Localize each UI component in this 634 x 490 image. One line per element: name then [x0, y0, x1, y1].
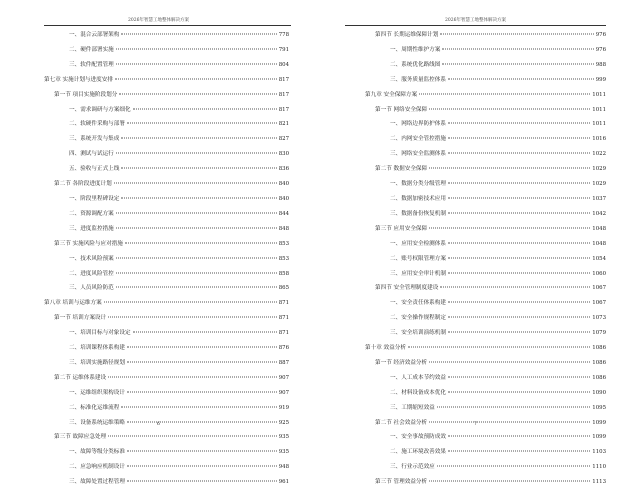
toc-entry[interactable]: [44, 58, 289, 73]
toc-entry[interactable]: [44, 445, 289, 460]
dot-leader: [116, 153, 277, 154]
toc-entry-page: 830: [278, 151, 289, 158]
dot-leader: [116, 48, 277, 49]
toc-entry[interactable]: [365, 177, 606, 192]
toc-entry-title: 一、故障等级分类标准: [69, 449, 125, 456]
toc-entry[interactable]: [365, 296, 606, 311]
toc-entry-title: 一、阶段里程碑设定: [69, 195, 120, 202]
dot-leader: [448, 436, 590, 437]
dot-leader: [448, 242, 590, 243]
toc-entry[interactable]: [44, 267, 289, 282]
toc-entry-title: 一、应用安全检测体系: [390, 240, 446, 247]
toc-entry[interactable]: [44, 28, 289, 43]
toc-entry-title: 三、数据备份恢复机制: [390, 210, 446, 217]
toc-entry[interactable]: [365, 237, 606, 252]
dot-leader: [448, 257, 590, 258]
dot-leader: [448, 376, 590, 377]
toc-entry-page: 844: [278, 210, 289, 217]
toc-entry-title: 第三节 实施风险与应对措施: [54, 240, 123, 247]
toc-entry-title: 第八章 培训与运维方案: [44, 300, 102, 307]
toc-entry-page: 1086: [592, 345, 606, 352]
dot-leader: [121, 168, 276, 169]
toc-entry[interactable]: [365, 267, 606, 282]
toc-entry-title: 第二节 运维体系建设: [54, 374, 107, 381]
toc-entry[interactable]: [365, 192, 606, 207]
toc-entry-title: 三、设备系统运维策略: [69, 419, 125, 426]
dot-leader: [116, 227, 277, 228]
dot-leader: [108, 436, 277, 437]
toc-entry-title: 三、系统开发与集成: [69, 136, 120, 143]
toc-entry-title: 一、安全事故预防成效: [390, 434, 446, 441]
toc-entry-title: 三、网络安全监测体系: [390, 151, 446, 158]
toc-entry-page: 1103: [592, 449, 606, 456]
toc-entry-page: 817: [278, 91, 289, 98]
toc-entry[interactable]: [365, 28, 606, 43]
toc-entry-page: 865: [278, 285, 289, 292]
toc-entry-page: 1079: [592, 330, 606, 337]
toc-entry[interactable]: [44, 475, 289, 490]
toc-entry-title: 二、内网安全管控措施: [390, 136, 446, 143]
toc-entry[interactable]: [365, 326, 606, 341]
toc-entry[interactable]: [44, 430, 289, 445]
toc-entry-page: 925: [278, 419, 289, 426]
toc-entry-title: 第三节 故障应急处理: [54, 434, 107, 441]
dot-leader: [448, 78, 594, 79]
toc-entry[interactable]: [365, 386, 606, 401]
toc-entry[interactable]: [44, 43, 289, 58]
toc-entry[interactable]: [365, 162, 606, 177]
toc-entry-page: 948: [278, 464, 289, 471]
toc-entry-page: 778: [278, 32, 289, 38]
toc-entry-page: 1048: [592, 240, 606, 247]
dot-leader: [440, 34, 593, 35]
toc-entry-title: 二、应急响应机制设计: [69, 464, 125, 471]
toc-entry-page: 935: [278, 449, 289, 456]
toc-entry[interactable]: [365, 147, 606, 162]
dot-leader: [448, 183, 590, 184]
toc-entry-page: 1073: [592, 315, 606, 322]
page-header: 2026年智慧工地整体解决方案: [128, 18, 189, 23]
toc-entry-page: 836: [278, 166, 289, 173]
toc-entry-title: 三、安全培训演练机制: [390, 330, 446, 337]
toc-entry-title: 二、账号权限管理方案: [390, 255, 446, 262]
toc-entry-title: 五、验收与正式上线: [69, 166, 120, 173]
dot-leader: [437, 406, 591, 407]
toc-entry-page: 840: [278, 181, 289, 188]
toc-entry-page: 876: [278, 345, 289, 352]
toc-entry-title: 三、培训实施路径规划: [69, 359, 125, 366]
toc-entry-title: 第九章 安全保障方案: [365, 91, 418, 98]
toc-entry[interactable]: [44, 326, 289, 341]
toc-entry-page: 961: [278, 479, 289, 486]
toc-entry-title: 一、数据分类分级管理: [390, 181, 446, 188]
toc-entry[interactable]: [44, 237, 289, 252]
page-header: 2026年智慧工地整体解决方案: [445, 18, 506, 23]
dot-leader: [448, 302, 590, 303]
page-number: 6: [156, 421, 161, 427]
toc-entry[interactable]: [365, 88, 606, 103]
toc-entry[interactable]: [365, 252, 606, 267]
toc-entry[interactable]: [365, 475, 606, 490]
toc-entry-title: 二、施工环境改善效果: [390, 449, 446, 456]
toc-entry-page: 1011: [592, 91, 606, 98]
dot-leader: [437, 466, 591, 467]
toc-entry-page: 1048: [592, 225, 606, 232]
dot-leader: [116, 212, 277, 213]
toc-entry[interactable]: [365, 43, 606, 58]
toc-entry-title: 第三节 应用安全保障: [375, 225, 428, 232]
toc-entry-page: 1110: [592, 464, 606, 471]
toc-entry-title: 三、故障处置过程管理: [69, 479, 125, 486]
toc-entry-page: 848: [278, 225, 289, 232]
toc-entry-page: 1099: [592, 434, 606, 441]
toc-entry-page: 791: [278, 46, 289, 53]
left-page: [0, 0, 317, 486]
toc-entry-title: 第一节 培训方案设计: [54, 315, 107, 322]
toc-entry[interactable]: [365, 341, 606, 356]
toc-entry[interactable]: [365, 460, 606, 475]
dot-leader: [448, 451, 590, 452]
dot-leader: [133, 108, 277, 109]
dot-leader: [429, 108, 590, 109]
dot-leader: [448, 317, 590, 318]
toc-entry-title: 二、标准化运维流程: [69, 404, 120, 411]
dot-leader: [442, 48, 593, 49]
dot-leader: [133, 332, 277, 333]
toc-entry-page: 988: [595, 61, 606, 68]
toc-entry-page: 1086: [592, 359, 606, 366]
dot-leader: [127, 123, 277, 124]
toc-entry-title: 三、软件配置管理: [69, 61, 114, 68]
dot-leader: [104, 302, 277, 303]
dot-leader: [448, 138, 590, 139]
dot-leader: [121, 406, 276, 407]
toc-entry[interactable]: [44, 162, 289, 177]
toc-entry[interactable]: [365, 132, 606, 147]
right-page: [317, 0, 634, 486]
dot-leader: [127, 361, 277, 362]
toc-entry-title: 二、数据加密技术应用: [390, 195, 446, 202]
dot-leader: [127, 481, 277, 482]
dot-leader: [115, 78, 277, 79]
dot-leader: [442, 63, 593, 64]
toc-entry-title: 第一节 项目实施阶段划分: [54, 91, 118, 98]
toc-entry-title: 四、测试与试运行: [69, 151, 114, 158]
toc-entry-page: 1022: [592, 151, 606, 158]
toc-entry-title: 二、培训课程体系构建: [69, 345, 125, 352]
toc-entry-title: 二、资源调配方案: [69, 210, 114, 217]
dot-leader: [448, 272, 590, 273]
toc-entry[interactable]: [365, 103, 606, 118]
toc-entry-title: 一、人工成本节约效益: [390, 374, 446, 381]
toc-entry-title: 第二节 社会效益分析: [375, 419, 428, 426]
toc-entry-page: 976: [595, 32, 606, 38]
toc-entry-page: 827: [278, 136, 289, 143]
toc-entry[interactable]: [365, 371, 606, 386]
toc-entry-page: 935: [278, 434, 289, 441]
toc-entry[interactable]: [44, 147, 289, 162]
toc-entry-title: 三、行业示范效应: [390, 464, 435, 471]
toc-entry[interactable]: [44, 296, 289, 311]
dot-leader: [429, 481, 590, 482]
toc-entry-title: 三、进度监控措施: [69, 225, 114, 232]
dot-leader: [448, 332, 590, 333]
toc-entry[interactable]: [44, 460, 289, 475]
toc-entry-page: 840: [278, 195, 289, 202]
dot-leader: [408, 347, 590, 348]
toc-entry[interactable]: [44, 222, 289, 237]
dot-leader: [121, 34, 276, 35]
toc-entry[interactable]: [44, 132, 289, 147]
dot-leader: [448, 197, 590, 198]
toc-entry-page: 1029: [592, 181, 606, 188]
toc-entry-page: 821: [278, 121, 289, 128]
toc-entry[interactable]: [44, 103, 289, 118]
toc-entry[interactable]: [44, 386, 289, 401]
toc-entry-title: 一、混合云部署架构: [69, 32, 120, 38]
toc-entry[interactable]: [365, 356, 606, 371]
toc-entry-title: 三、应用安全审计机制: [390, 270, 446, 277]
toc-entry[interactable]: [365, 445, 606, 460]
toc-entry[interactable]: [365, 430, 606, 445]
toc-entry-title: 第十章 效益分析: [365, 345, 406, 352]
toc-entry-page: 1060: [592, 270, 606, 277]
toc-entry-page: 1054: [592, 255, 606, 262]
toc-entry-title: 二、进度风险管控: [69, 270, 114, 277]
dot-leader: [429, 361, 590, 362]
toc-entry-title: 第一节 网络安全保障: [375, 106, 428, 113]
header-rule: [44, 25, 291, 26]
toc-entry-title: 三、服务质量监控体系: [390, 76, 446, 83]
toc-entry-page: 1113: [592, 479, 606, 486]
toc-entry-title: 一、安全责任体系构建: [390, 300, 446, 307]
toc-entry-title: 一、需求调研与方案细化: [69, 106, 131, 113]
toc-entry-title: 三、人员风险防范: [69, 285, 114, 292]
toc-entry[interactable]: [44, 356, 289, 371]
toc-entry-title: 二、系统优化路线图: [390, 61, 441, 68]
toc-entry-title: 一、周期性维护方案: [390, 46, 441, 53]
toc-entry-page: 887: [278, 359, 289, 366]
toc-entry-title: 一、运维组织架构设计: [69, 389, 125, 396]
toc-entry-title: 第二节 数据安全保障: [375, 166, 428, 173]
toc-entry-title: 二、材料设备成本优化: [390, 389, 446, 396]
toc-entry-page: 1016: [592, 136, 606, 143]
dot-leader: [116, 272, 277, 273]
toc-entry-title: 一、培训目标与对象设定: [69, 330, 131, 337]
toc-entry[interactable]: [44, 341, 289, 356]
toc-entry-page: 817: [278, 106, 289, 113]
toc-entry-title: 第四节 长期运维保障计划: [375, 32, 439, 38]
toc-entry-title: 二、软硬件采购与部署: [69, 121, 125, 128]
toc-entry-title: 二、硬件部署实施: [69, 46, 114, 53]
dot-leader: [448, 153, 590, 154]
dot-leader: [429, 227, 590, 228]
toc-entry-title: 第一节 经济效益分析: [375, 359, 428, 366]
toc-entry-title: 三、工期缩短效益: [390, 404, 435, 411]
dot-leader: [127, 347, 277, 348]
toc-entry-title: 第七章 实施计划与进度安排: [44, 76, 113, 83]
dot-leader: [119, 93, 276, 94]
toc-entry-title: 一、技术风险预案: [69, 255, 114, 262]
toc-entry-page: 804: [278, 61, 289, 68]
dot-leader: [114, 183, 277, 184]
toc-entry-page: 1029: [592, 166, 606, 173]
dot-leader: [116, 287, 277, 288]
toc-entry-title: 二、安全操作规程制定: [390, 315, 446, 322]
toc-entry[interactable]: [44, 281, 289, 296]
toc-entry-page: 1086: [592, 374, 606, 381]
toc-entry[interactable]: [44, 177, 289, 192]
toc-entry-page: 858: [278, 270, 289, 277]
toc-entry-page: 999: [595, 76, 606, 83]
toc-entry[interactable]: [44, 252, 289, 267]
toc-entry[interactable]: [365, 207, 606, 222]
toc-entry[interactable]: [365, 222, 606, 237]
toc-entry[interactable]: [44, 311, 289, 326]
dot-leader: [121, 197, 276, 198]
dot-leader: [125, 242, 277, 243]
toc-entry-page: 871: [278, 300, 289, 307]
header-rule: [345, 25, 606, 26]
toc-entry[interactable]: [44, 401, 289, 416]
dot-leader: [448, 212, 590, 213]
toc-entry-page: 907: [278, 374, 289, 381]
dot-leader: [116, 63, 277, 64]
toc-entry[interactable]: [365, 117, 606, 132]
toc-entry[interactable]: [365, 58, 606, 73]
toc-entry-page: 919: [278, 404, 289, 411]
toc-entry[interactable]: [44, 192, 289, 207]
toc-entry-page: 817: [278, 76, 289, 83]
toc-entry-page: 871: [278, 315, 289, 322]
toc-entry[interactable]: [365, 281, 606, 296]
toc-entry-title: 一、网络边界防护体系: [390, 121, 446, 128]
toc-entry-title: 第四节 安全管理制度建设: [375, 285, 439, 292]
toc-entry-page: 1037: [592, 195, 606, 202]
dot-leader: [127, 391, 277, 392]
dot-leader: [419, 93, 590, 94]
dot-leader: [127, 466, 277, 467]
toc-entry[interactable]: [44, 371, 289, 386]
toc-entry[interactable]: [365, 311, 606, 326]
toc-entry-title: 第二节 各阶段进度计划: [54, 181, 112, 188]
toc-entry-page: 1067: [592, 300, 606, 307]
dot-leader: [121, 138, 276, 139]
toc-entry-page: 871: [278, 330, 289, 337]
toc-entry-page: 853: [278, 255, 289, 262]
toc-entry-page: 976: [595, 46, 606, 53]
toc-entry-page: 1099: [592, 419, 606, 426]
toc-entry-page: 1011: [592, 106, 606, 113]
toc-entry-page: 1011: [592, 121, 606, 128]
dot-leader: [116, 257, 277, 258]
dot-leader: [448, 123, 590, 124]
dot-leader: [429, 168, 590, 169]
toc-entry-page: 853: [278, 240, 289, 247]
toc-entry[interactable]: [44, 117, 289, 132]
dot-leader: [127, 451, 277, 452]
page-number: 7: [473, 421, 478, 427]
toc-entry[interactable]: [44, 73, 289, 88]
toc-entry[interactable]: [44, 88, 289, 103]
dot-leader: [108, 376, 277, 377]
toc-entry-page: 1067: [592, 285, 606, 292]
toc-entry-page: 1042: [592, 210, 606, 217]
dot-leader: [108, 317, 277, 318]
toc-entry-page: 1095: [592, 404, 606, 411]
dot-leader: [448, 391, 590, 392]
dot-leader: [440, 287, 590, 288]
toc-entry-page: 907: [278, 389, 289, 396]
toc-entry[interactable]: [365, 401, 606, 416]
toc-entry-page: 1090: [592, 389, 606, 396]
toc-entry[interactable]: [44, 207, 289, 222]
toc-entry[interactable]: [365, 73, 606, 88]
toc-entry-title: 第三节 管理效益分析: [375, 479, 428, 486]
